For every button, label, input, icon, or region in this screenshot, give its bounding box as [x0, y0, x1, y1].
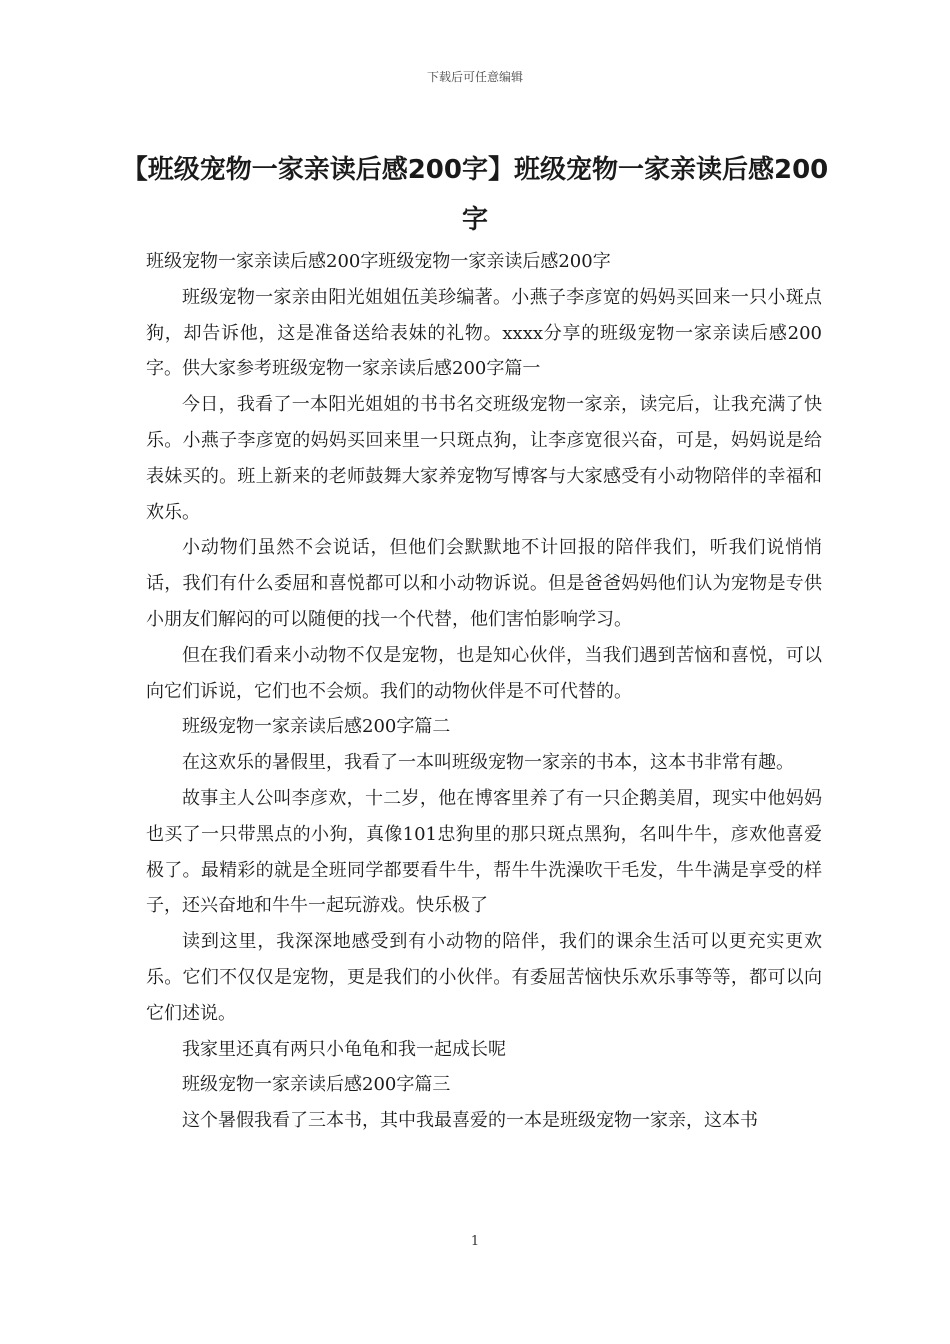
document-body [146, 244, 822, 1139]
paragraph-6: 在这欢乐的暑假里，我看了一本叫班级宠物一家亲的书本，这本书非常有趣。 [182, 752, 794, 774]
paragraph-9: 我家里还真有两只小龟龟和我一起成长呢 [182, 1038, 506, 1060]
paragraph-2: 今日，我看了一本阳光姐姐的书书名交班级宠物一家亲，读完后，让我充满了快乐。小燕子李彦宽的妈妈买回来里一只斑点狗，让李彦宽很兴奋，可是，妈妈说是给表妹买的。班上新来的老师鼓舞大家养宠物写博客与大家感受有小动物陪伴的幸福和欢乐。 [146, 394, 822, 523]
page-number: 1 [470, 1234, 480, 1249]
paragraph-1: 班级宠物一家亲由阳光姐姐伍美珍编著。小燕子李彦宽的妈妈买回来一只小斑点狗，却告诉他，这是准备送给表妹的礼物。xxxx分享的班级宠物一家亲读后感200字。供大家参考班级宠物一家亲读后感200字篇一 [146, 286, 822, 380]
page-header-note: 下载后可任意编辑 [426, 70, 523, 84]
paragraph-0: 班级宠物一家亲读后感200字班级宠物一家亲读后感200字 [146, 251, 611, 272]
document-title: 【班级宠物一家亲读后感200字】班级宠物一家亲读后感200字 [121, 155, 829, 235]
paragraph-7: 故事主人公叫李彦欢，十二岁，他在博客里养了有一只企鹅美眉，现实中他妈妈也买了一只带黑点的小狗，真像101忠狗里的那只斑点黑狗，名叫牛牛，彦欢他喜爱极了。最精彩的就是全班同学都要看牛牛，帮牛牛洗澡吹干毛发，牛牛满是享受的样子，还兴奋地和牛牛一起玩游戏。快乐极了 [146, 787, 822, 917]
section-heading-3: 班级宠物一家亲读后感200字篇三 [182, 1074, 451, 1096]
section-heading-2: 班级宠物一家亲读后感200字篇二 [182, 716, 451, 738]
paragraph-3: 小动物们虽然不会说话，但他们会默默地不计回报的陪伴我们，听我们说悄悄话，我们有什么委屈和喜悦都可以和小动物诉说。但是爸爸妈妈他们认为宠物是专供小朋友们解闷的可以随便的找一个代替，他们害怕影响学习。 [146, 537, 822, 630]
paragraph-4: 但在我们看来小动物不仅是宠物，也是知心伙伴，当我们遇到苦恼和喜悦，可以向它们诉说，它们也不会烦。我们的动物伙伴是不可代替的。 [146, 644, 822, 702]
paragraph-8: 读到这里，我深深地感受到有小动物的陪伴，我们的课余生活可以更充实更欢乐。它们不仅仅是宠物，更是我们的小伙伴。有委屈苦恼快乐欢乐事等等，都可以向它们述说。 [146, 931, 822, 1024]
paragraph-11: 这个暑假我看了三本书，其中我最喜爱的一本是班级宠物一家亲，这本书 [182, 1110, 758, 1132]
